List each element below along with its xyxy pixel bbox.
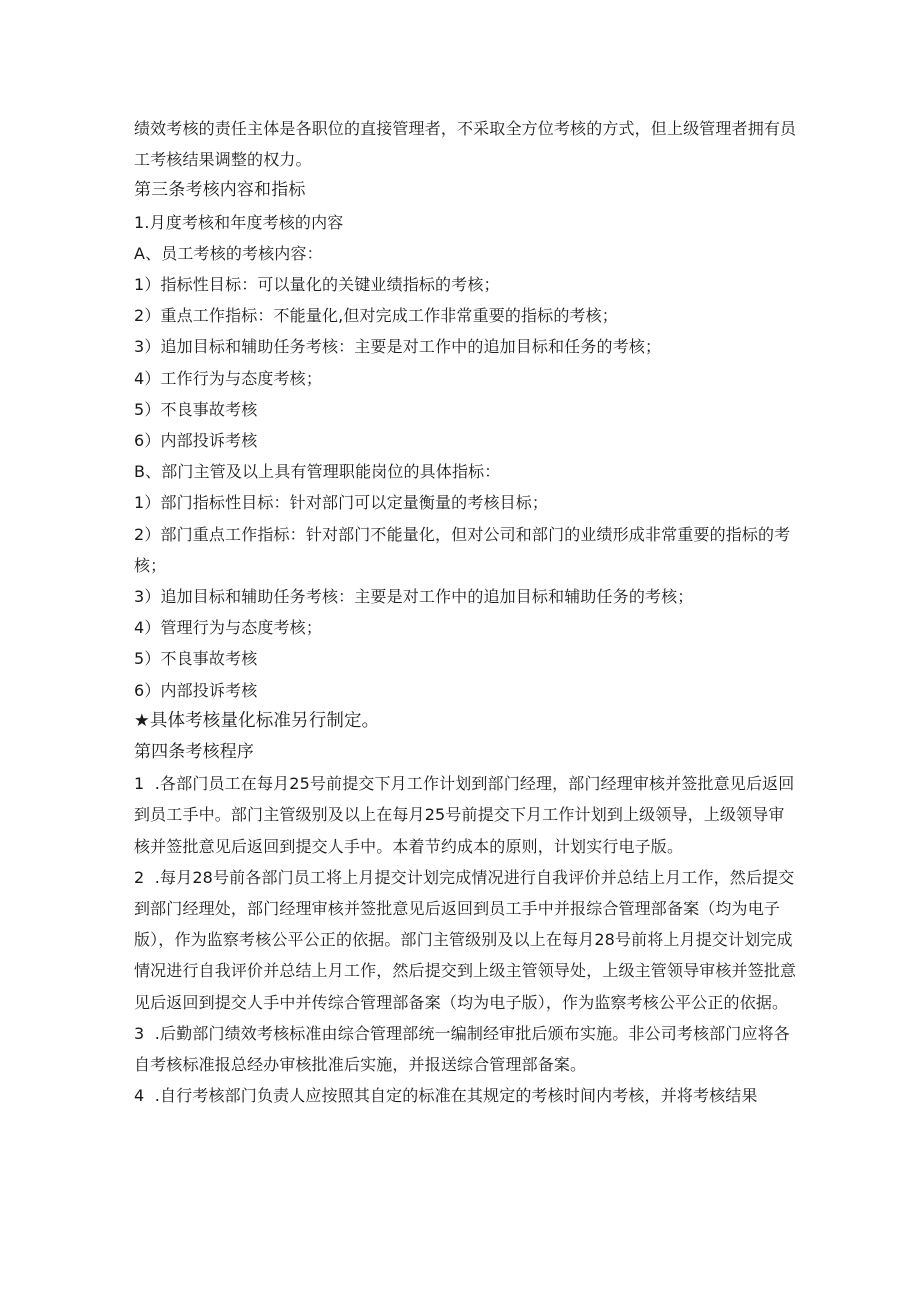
subheading-employee-content: A、员工考核的考核内容： [134, 243, 323, 263]
list-item-b2: 2）部门重点工作指标：针对部门不能量化，但对公司和部门的业绩形成非常重要的指标的考核； [134, 524, 791, 575]
list-item-b5: 5）不良事故考核 [134, 649, 258, 669]
procedure-step-4: 4 .自行考核部门负责人应按照其自定的标准在其规定的考核时间内考核，并将考核结果 [134, 1086, 758, 1106]
subheading-monthly-annual: 1.月度考核和年度考核的内容 [134, 212, 344, 232]
list-item-a1: 1）指标性目标：可以量化的关键业绩指标的考核； [134, 275, 500, 295]
list-item-b6: 6）内部投诉考核 [134, 680, 258, 700]
list-item-a6: 6）内部投诉考核 [134, 431, 258, 451]
list-item-a2: 2）重点工作指标：不能量化,但对完成工作非常重要的指标的考核； [134, 306, 618, 326]
section-heading-article-4: 第四条考核程序 [134, 742, 255, 763]
star-note: ★具体考核量化标准另行制定。 [134, 710, 380, 731]
procedure-step-1: 1 .各部门员工在每月25号前提交下月工作计划到部门经理，部门经理审核并签批意见后返回到员工手中。部门主管级别及以上在每月25号前提交下月工作计划到上级领导，上级领导审核并签批意见后返回到提交人手中。本着节约成本的原则，计划实行电子版。 [134, 774, 795, 856]
subheading-manager-indicators: B、部门主管及以上具有管理职能岗位的具体指标： [134, 462, 501, 482]
document-body [134, 113, 798, 1112]
paragraph-responsibility: 绩效考核的责任主体是各职位的直接管理者，不采取全方位考核的方式，但上级管理者拥有员工考核结果调整的权力。 [134, 119, 797, 170]
list-item-a4: 4）工作行为与态度考核； [134, 368, 322, 388]
list-item-b1: 1）部门指标性目标：针对部门可以定量衡量的考核目标； [134, 493, 549, 513]
list-item-a3: 3）追加目标和辅助任务考核：主要是对工作中的追加目标和任务的考核； [134, 337, 662, 357]
list-item-b4: 4）管理行为与态度考核； [134, 618, 322, 638]
procedure-step-3: 3 .后勤部门绩效考核标准由综合管理部统一编制经审批后颁布实施。非公司考核部门应将各自考核标准报总经办审核批准后实施，并报送综合管理部备案。 [134, 1023, 790, 1075]
list-item-a5: 5）不良事故考核 [134, 399, 258, 419]
list-item-b3: 3）追加目标和辅助任务考核：主要是对工作中的追加目标和辅助任务的考核； [134, 587, 694, 607]
procedure-step-2: 2 .每月28号前各部门员工将上月提交计划完成情况进行自我评价并总结上月工作，然后提交到部门经理处，部门经理审核并签批意见后返回到员工手中并报综合管理部备案（均为电子版），作为监察考核公平公正的依据。部门主管级别及以上在每月28号前将上月提交计划完成情况进行自我评价并总结上月工作，然后提交到上级主管领导处，上级主管领导审核并签批意见后返回到提交人手中并传综合管理部备案（均为电子版），作为监察考核公平公正的依据。 [134, 867, 797, 1012]
section-heading-article-3: 第三条考核内容和指标 [134, 180, 306, 201]
